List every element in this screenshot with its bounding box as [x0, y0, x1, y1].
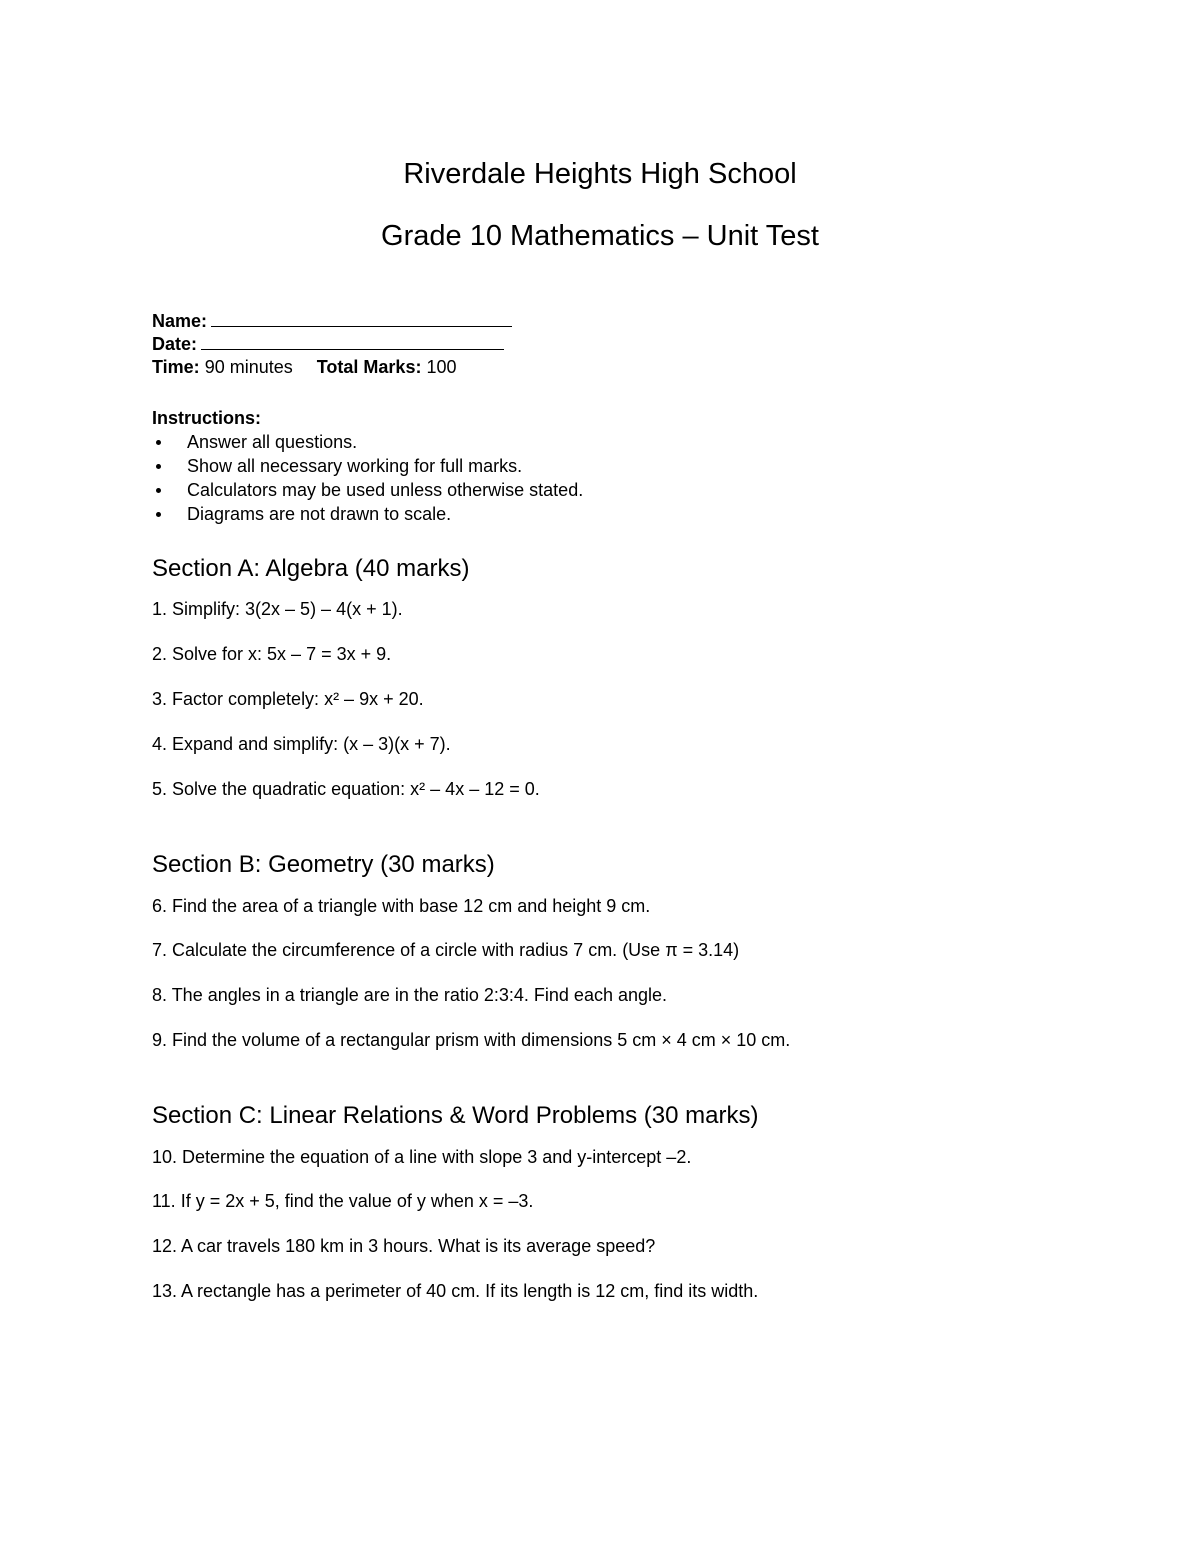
- bullet-icon: [156, 488, 161, 493]
- section-a-heading: Section A: Algebra (40 marks): [152, 555, 470, 582]
- instructions-heading: Instructions:: [152, 408, 262, 428]
- date-blank-line[interactable]: [201, 332, 504, 350]
- question-11: 11. If y = 2x + 5, find the value of y when x = –3.: [152, 1191, 534, 1211]
- question-1: 1. Simplify: 3(2x – 5) – 4(x + 1).: [152, 599, 403, 619]
- total-marks-value: 100: [426, 357, 457, 377]
- date-label: Date:: [152, 334, 198, 354]
- name-field: [152, 309, 512, 332]
- total-marks-label: Total Marks:: [316, 357, 422, 377]
- school-name: Riverdale Heights High School: [403, 158, 797, 190]
- question-6: 6. Find the area of a triangle with base 12 cm and height 9 cm.: [152, 896, 651, 916]
- list-item: Show all necessary working for full marks.: [152, 455, 583, 479]
- bullet-icon: [156, 464, 161, 469]
- question-5: 5. Solve the quadratic equation: x² – 4x – 12 = 0.: [152, 779, 540, 799]
- question-12: 12. A car travels 180 km in 3 hours. What is its average speed?: [152, 1236, 656, 1256]
- name-label: Name:: [152, 311, 208, 331]
- date-field: [152, 332, 504, 355]
- time-label: Time:: [152, 357, 200, 377]
- time-value: 90 minutes: [204, 357, 293, 377]
- section-b-heading: Section B: Geometry (30 marks): [152, 851, 495, 878]
- list-item: Calculators may be used unless otherwise stated.: [152, 479, 583, 503]
- question-7: 7. Calculate the circumference of a circle with radius 7 cm. (Use π = 3.14): [152, 940, 740, 960]
- list-item: Answer all questions.: [152, 431, 583, 455]
- question-13: 13. A rectangle has a perimeter of 40 cm. If its length is 12 cm, find its width.: [152, 1281, 759, 1301]
- question-3: 3. Factor completely: x² – 9x + 20.: [152, 689, 424, 709]
- test-title: Grade 10 Mathematics – Unit Test: [381, 220, 819, 252]
- question-2: 2. Solve for x: 5x – 7 = 3x + 9.: [152, 644, 392, 664]
- instructions-list: [152, 431, 583, 527]
- bullet-icon: [156, 512, 161, 517]
- question-10: 10. Determine the equation of a line with slope 3 and y-intercept –2.: [152, 1147, 692, 1167]
- section-c-heading: Section C: Linear Relations & Word Problems (30 marks): [152, 1102, 759, 1129]
- question-8: 8. The angles in a triangle are in the ratio 2:3:4. Find each angle.: [152, 985, 668, 1005]
- list-item: Diagrams are not drawn to scale.: [152, 503, 583, 527]
- name-blank-line[interactable]: [211, 309, 512, 327]
- time-marks-line: [152, 356, 457, 378]
- question-9: 9. Find the volume of a rectangular prism with dimensions 5 cm × 4 cm × 10 cm.: [152, 1030, 791, 1050]
- question-4: 4. Expand and simplify: (x – 3)(x + 7).: [152, 734, 451, 754]
- bullet-icon: [156, 440, 161, 445]
